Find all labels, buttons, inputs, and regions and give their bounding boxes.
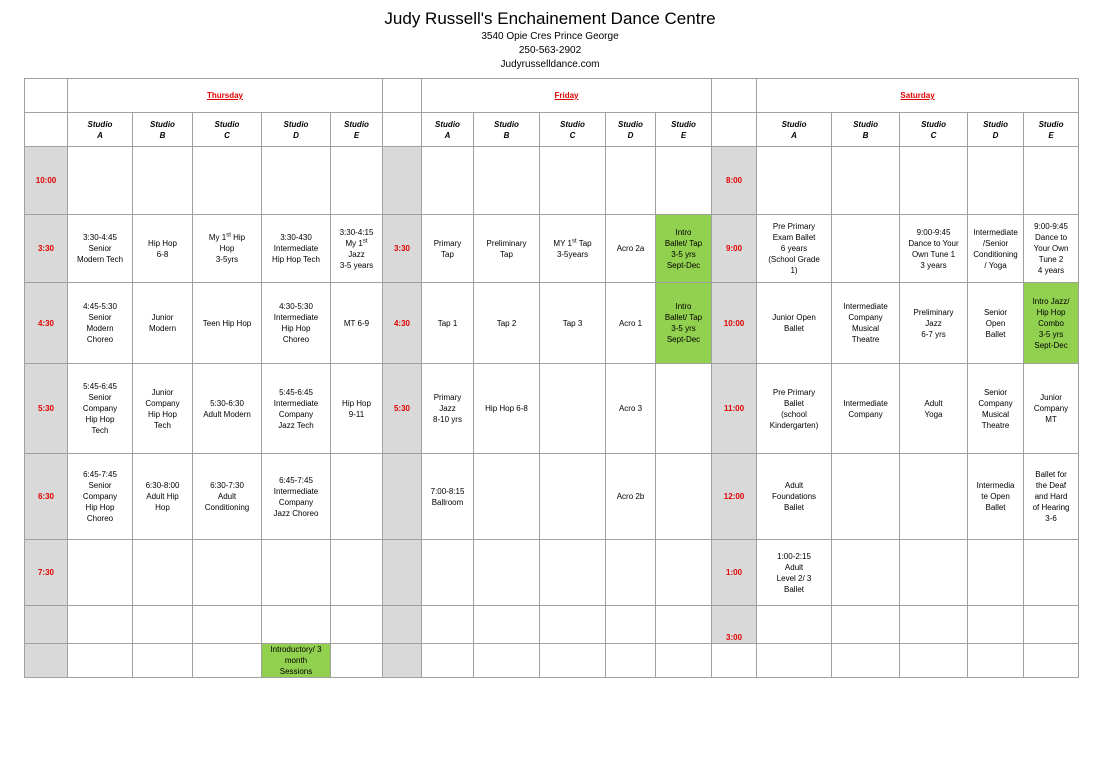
- class-cell: [656, 147, 712, 215]
- class-cell: Intro Ballet/ Tap 3-5 yrs Sept-Dec: [656, 215, 712, 283]
- class-cell: Junior Modern: [133, 283, 193, 364]
- studio-corner-cell: [712, 113, 757, 147]
- class-cell: 3:30-4:15 My 1st Jazz 3-5 years: [331, 215, 383, 283]
- class-cell: [474, 606, 540, 644]
- time-slot-label: [383, 540, 422, 606]
- class-cell: Acro 2a: [606, 215, 656, 283]
- class-cell: [262, 540, 331, 606]
- time-slot-label: [25, 606, 68, 644]
- class-cell: 6:30-8:00 Adult Hip Hop: [133, 454, 193, 540]
- class-cell: [262, 147, 331, 215]
- class-cell: [68, 540, 133, 606]
- class-cell: [832, 454, 900, 540]
- studio-phone: 250-563-2902: [518, 45, 582, 56]
- schedule-table: [24, 78, 1079, 678]
- class-cell: [422, 644, 474, 678]
- class-cell: My 1st Hip Hop 3-5yrs: [193, 215, 262, 283]
- class-cell: 7:00-8:15 Ballroom: [422, 454, 474, 540]
- class-cell: Pre Primary Exam Ballet 6 years (School Grade 1): [757, 215, 832, 283]
- studio-header: Studio B: [474, 113, 540, 147]
- class-cell: [474, 540, 540, 606]
- studio-header: Studio D: [606, 113, 656, 147]
- studio-address: 3540 Opie Cres Prince George: [481, 31, 619, 42]
- class-cell: 6:30-7:30 Adult Conditioning: [193, 454, 262, 540]
- class-cell: [422, 606, 474, 644]
- class-cell: [193, 540, 262, 606]
- class-cell: [968, 540, 1024, 606]
- class-cell: 5:45-6:45 Intermediate Company Jazz Tech: [262, 364, 331, 454]
- class-cell: Introductory/ 3 month Sessions: [262, 644, 331, 678]
- studio-header: Studio A: [68, 113, 133, 147]
- class-cell: [832, 215, 900, 283]
- studio-corner-cell: [383, 113, 422, 147]
- class-cell: [540, 644, 606, 678]
- class-cell: [68, 147, 133, 215]
- time-slot-label: 7:30: [25, 540, 68, 606]
- class-cell: [1024, 540, 1079, 606]
- document-header: [0, 8, 1100, 72]
- time-slot-label: [712, 644, 757, 678]
- time-slot-label: 10:00: [712, 283, 757, 364]
- class-cell: [474, 454, 540, 540]
- class-cell: Acro 3: [606, 364, 656, 454]
- class-cell: [474, 644, 540, 678]
- class-cell: [832, 147, 900, 215]
- class-cell: [133, 644, 193, 678]
- class-cell: [1024, 147, 1079, 215]
- time-slot-label: 10:00: [25, 147, 68, 215]
- class-cell: [540, 147, 606, 215]
- class-cell: [331, 540, 383, 606]
- day-heading-saturday: Saturday: [757, 79, 1079, 113]
- time-slot-label: 6:30: [25, 454, 68, 540]
- class-cell: Preliminary Tap: [474, 215, 540, 283]
- class-cell: Senior Company Musical Theatre: [968, 364, 1024, 454]
- class-cell: Intro Ballet/ Tap 3-5 yrs Sept-Dec: [656, 283, 712, 364]
- class-cell: Intermediate Company Musical Theatre: [832, 283, 900, 364]
- time-slot-label: 3:30: [383, 215, 422, 283]
- class-cell: [331, 454, 383, 540]
- class-cell: Teen Hip Hop: [193, 283, 262, 364]
- class-cell: Preliminary Jazz 6-7 yrs: [900, 283, 968, 364]
- class-cell: Ballet for the Deaf and Hard of Hearing 3-6: [1024, 454, 1079, 540]
- studio-header: Studio D: [968, 113, 1024, 147]
- class-cell: Intro Jazz/ Hip Hop Combo 3-5 yrs Sept-Dec: [1024, 283, 1079, 364]
- class-cell: [540, 454, 606, 540]
- class-cell: [656, 364, 712, 454]
- day-corner-cell: [383, 79, 422, 113]
- class-cell: [968, 644, 1024, 678]
- time-slot-label: 3:00: [712, 606, 757, 644]
- class-cell: [331, 644, 383, 678]
- time-slot-label: [25, 644, 68, 678]
- class-cell: [900, 147, 968, 215]
- class-cell: MY 1st Tap 3-5years: [540, 215, 606, 283]
- class-cell: 1:00-2:15 Adult Level 2/ 3 Ballet: [757, 540, 832, 606]
- class-cell: 6:45-7:45 Senior Company Hip Hop Choreo: [68, 454, 133, 540]
- class-cell: 5:30-6:30 Adult Modern: [193, 364, 262, 454]
- time-slot-label: 5:30: [383, 364, 422, 454]
- class-cell: [606, 540, 656, 606]
- studio-header: Studio A: [422, 113, 474, 147]
- class-cell: [1024, 606, 1079, 644]
- class-cell: [193, 644, 262, 678]
- class-cell: [331, 147, 383, 215]
- day-corner-cell: [25, 79, 68, 113]
- class-cell: [606, 644, 656, 678]
- class-cell: [540, 364, 606, 454]
- class-cell: Intermediate /Senior Conditioning / Yoga: [968, 215, 1024, 283]
- class-cell: [757, 606, 832, 644]
- class-cell: [968, 606, 1024, 644]
- class-cell: [422, 540, 474, 606]
- class-cell: [900, 606, 968, 644]
- class-cell: [193, 606, 262, 644]
- time-slot-label: [383, 454, 422, 540]
- class-cell: Junior Company MT: [1024, 364, 1079, 454]
- class-cell: [331, 606, 383, 644]
- class-cell: [656, 644, 712, 678]
- class-cell: [606, 606, 656, 644]
- class-cell: [832, 606, 900, 644]
- class-cell: [540, 606, 606, 644]
- day-corner-cell: [712, 79, 757, 113]
- class-cell: [832, 540, 900, 606]
- class-cell: [474, 147, 540, 215]
- studio-header: Studio E: [656, 113, 712, 147]
- class-cell: [422, 147, 474, 215]
- class-cell: [262, 606, 331, 644]
- class-cell: Junior Company Hip Hop Tech: [133, 364, 193, 454]
- class-cell: 4:45-5:30 Senior Modern Choreo: [68, 283, 133, 364]
- class-cell: Tap 2: [474, 283, 540, 364]
- time-slot-label: 4:30: [25, 283, 68, 364]
- class-cell: Adult Yoga: [900, 364, 968, 454]
- time-slot-label: 4:30: [383, 283, 422, 364]
- studio-header: Studio C: [900, 113, 968, 147]
- studio-header: Studio E: [1024, 113, 1079, 147]
- class-cell: 4:30-5:30 Intermediate Hip Hop Choreo: [262, 283, 331, 364]
- time-slot-label: [383, 147, 422, 215]
- class-cell: Pre Primary Ballet (school Kindergarten): [757, 364, 832, 454]
- class-cell: Hip Hop 9-11: [331, 364, 383, 454]
- class-cell: Intermedia te Open Ballet: [968, 454, 1024, 540]
- class-cell: Junior Open Ballet: [757, 283, 832, 364]
- class-cell: [540, 540, 606, 606]
- class-cell: Intermediate Company: [832, 364, 900, 454]
- studio-header: Studio E: [331, 113, 383, 147]
- class-cell: [193, 147, 262, 215]
- studio-website: Judyrusselldance.com: [500, 59, 600, 70]
- studio-name: Judy Russell's Enchainement Dance Centre: [384, 9, 716, 28]
- time-slot-label: 9:00: [712, 215, 757, 283]
- class-cell: Tap 1: [422, 283, 474, 364]
- time-slot-label: [383, 606, 422, 644]
- class-cell: 6:45-7:45 Intermediate Company Jazz Choreo: [262, 454, 331, 540]
- time-slot-label: 3:30: [25, 215, 68, 283]
- class-cell: MT 6-9: [331, 283, 383, 364]
- class-cell: [656, 454, 712, 540]
- class-cell: 3:30-4:45 Senior Modern Tech: [68, 215, 133, 283]
- studio-header: Studio B: [133, 113, 193, 147]
- studio-header: Studio C: [540, 113, 606, 147]
- class-cell: [68, 644, 133, 678]
- class-cell: Tap 3: [540, 283, 606, 364]
- class-cell: [133, 540, 193, 606]
- studio-header: Studio C: [193, 113, 262, 147]
- class-cell: Acro 2b: [606, 454, 656, 540]
- day-heading-friday: Friday: [422, 79, 712, 113]
- class-cell: 9:00-9:45 Dance to Your Own Tune 2 4 years: [1024, 215, 1079, 283]
- class-cell: [832, 644, 900, 678]
- time-slot-label: 12:00: [712, 454, 757, 540]
- class-cell: [900, 454, 968, 540]
- time-slot-label: 11:00: [712, 364, 757, 454]
- class-cell: [656, 540, 712, 606]
- class-cell: 9:00-9:45 Dance to Your Own Tune 1 3 years: [900, 215, 968, 283]
- time-slot-label: 1:00: [712, 540, 757, 606]
- studio-header: Studio A: [757, 113, 832, 147]
- class-cell: [68, 606, 133, 644]
- class-cell: Primary Jazz 8-10 yrs: [422, 364, 474, 454]
- class-cell: 3:30-430 Intermediate Hip Hop Tech: [262, 215, 331, 283]
- class-cell: [900, 540, 968, 606]
- class-cell: [656, 606, 712, 644]
- time-slot-label: 5:30: [25, 364, 68, 454]
- class-cell: [133, 147, 193, 215]
- studio-header: Studio B: [832, 113, 900, 147]
- class-cell: [968, 147, 1024, 215]
- class-cell: 5:45-6:45 Senior Company Hip Hop Tech: [68, 364, 133, 454]
- class-cell: [757, 644, 832, 678]
- class-cell: [1024, 644, 1079, 678]
- time-slot-label: 8:00: [712, 147, 757, 215]
- class-cell: Acro 1: [606, 283, 656, 364]
- class-cell: Adult Foundations Ballet: [757, 454, 832, 540]
- class-cell: Senior Open Ballet: [968, 283, 1024, 364]
- class-cell: Hip Hop 6-8: [474, 364, 540, 454]
- class-cell: [900, 644, 968, 678]
- day-heading-thursday: Thursday: [68, 79, 383, 113]
- time-slot-label: [383, 644, 422, 678]
- studio-corner-cell: [25, 113, 68, 147]
- class-cell: Hip Hop 6-8: [133, 215, 193, 283]
- class-cell: [757, 147, 832, 215]
- class-cell: [133, 606, 193, 644]
- class-cell: [606, 147, 656, 215]
- studio-header: Studio D: [262, 113, 331, 147]
- class-cell: Primary Tap: [422, 215, 474, 283]
